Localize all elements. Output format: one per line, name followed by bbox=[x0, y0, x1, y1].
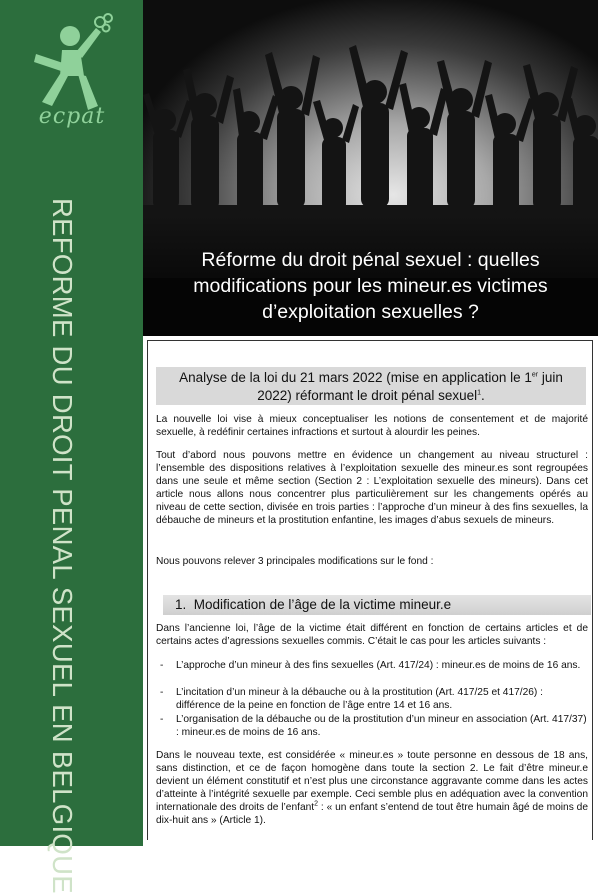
list-item-text: L’approche d’un mineur à des fins sexuelles (Art. 417/24) : mineur.es de moins de 16 ans. bbox=[176, 660, 581, 671]
new-law-text-a: Dans le nouveau texte, est considérée « mineur.es » toute personne en dessous de 18 ans, sans distinction, et ce de façon homogène dans toute la section 2. Le fait d’être mineur.e devient un élément constitutif et n’est plus une circonstance aggravante comme dans les actes d’atteinte à l’intégrité sexuelle par exemple. Ceci semble plus en adéquation avec la convention internationale des droits de l’enfant bbox=[156, 750, 588, 813]
article-body bbox=[147, 340, 593, 840]
analysis-sup-1: er bbox=[531, 371, 539, 379]
paragraph-new-law bbox=[156, 749, 588, 827]
paragraph-old-law: Dans l’ancienne loi, l’âge de la victime était différent en fonction de certains articles et de certains actes d’agressions sexuelles commis. C’était le cas pour les articles suivants : bbox=[156, 623, 588, 647]
vertical-title-text: REFORME DU DROIT PENAL SEXUEL EN BELGIQUE bbox=[47, 198, 78, 894]
analysis-line-1 bbox=[156, 367, 586, 387]
list-item-text: L’organisation de la débauche ou de la prostitution d’un mineur en association (Art. 417/37) : mineur.es de moins de 16 ans. bbox=[176, 714, 587, 738]
list-item bbox=[160, 659, 588, 672]
footnote-ref-2[interactable]: 2 bbox=[314, 800, 319, 808]
footnote-ref-1[interactable]: 1 bbox=[477, 389, 482, 396]
analysis-text-2: 2022) réformant le droit pénal sexuel bbox=[257, 387, 478, 403]
header-photo bbox=[143, 0, 598, 336]
headline-line-2: modifications pour les mineur.es victimes bbox=[193, 275, 548, 297]
logo-text: ecpat bbox=[38, 104, 106, 129]
paragraph-modifications: Nous pouvons relever 3 principales modifications sur le fond : bbox=[156, 556, 434, 567]
list-item-text: L’incitation d’un mineur à la débauche ou à la prostitution (Art. 417/25 et 417/26) : différence de la peine en fonction de l’âge entre 14 et 16 ans. bbox=[176, 687, 543, 711]
bullet-dash: - bbox=[160, 660, 164, 671]
analysis-text-1a: Analyse de la loi du 21 mars 2022 (mise en application le 1 bbox=[179, 370, 532, 385]
analysis-banner bbox=[156, 367, 586, 405]
headline-line-3: d’exploitation sexuelles ? bbox=[262, 301, 479, 323]
section-title: Modification de l’âge de la victime mineur.e bbox=[193, 597, 452, 612]
list-item bbox=[160, 713, 588, 739]
ecpat-logo bbox=[22, 6, 122, 136]
analysis-line-2 bbox=[156, 387, 586, 405]
sidebar bbox=[0, 0, 143, 894]
paragraph-structure: Tout d’abord nous pouvons mettre en évidence un changement au niveau structurel : l’ensemble des dispositions relatives à l’exploitation sexuelle des mineur.es sont regroupées dans une seule et même section (Section 2 : L’exploitation sexuelle des mineurs). Dans cet article nous allons nous concentrer plus particulièrement sur les changements opérés au niveau de cette section, divisée en trois parties : l’approche d’un mineur à des fins sexuelles, la débauche de mineurs et la prostitution enfantine, les images d’abus sexuels de mineurs. bbox=[156, 450, 588, 526]
bullet-dash: - bbox=[160, 687, 164, 698]
section-number: 1. bbox=[175, 597, 187, 612]
new-law-text-b: : « un enfant s’entend de tout être humain âgé de moins de dix-huit ans » (Article 1). bbox=[156, 802, 588, 826]
bullet-dash: - bbox=[160, 714, 164, 725]
headline-line-1: Réforme du droit pénal sexuel : quelles bbox=[201, 249, 540, 271]
section-heading-1 bbox=[163, 595, 591, 615]
list-item bbox=[160, 686, 588, 712]
analysis-text-1b: juin bbox=[538, 370, 563, 385]
paragraph-intro: La nouvelle loi vise à mieux conceptualiser les notions de consentement et de majorité sexuelle, à redéfinir certaines infractions et surtout à alourdir les peines. bbox=[156, 414, 588, 438]
document-headline bbox=[155, 247, 586, 325]
analysis-text-2-end: . bbox=[481, 387, 485, 403]
vertical-document-title bbox=[46, 198, 106, 894]
